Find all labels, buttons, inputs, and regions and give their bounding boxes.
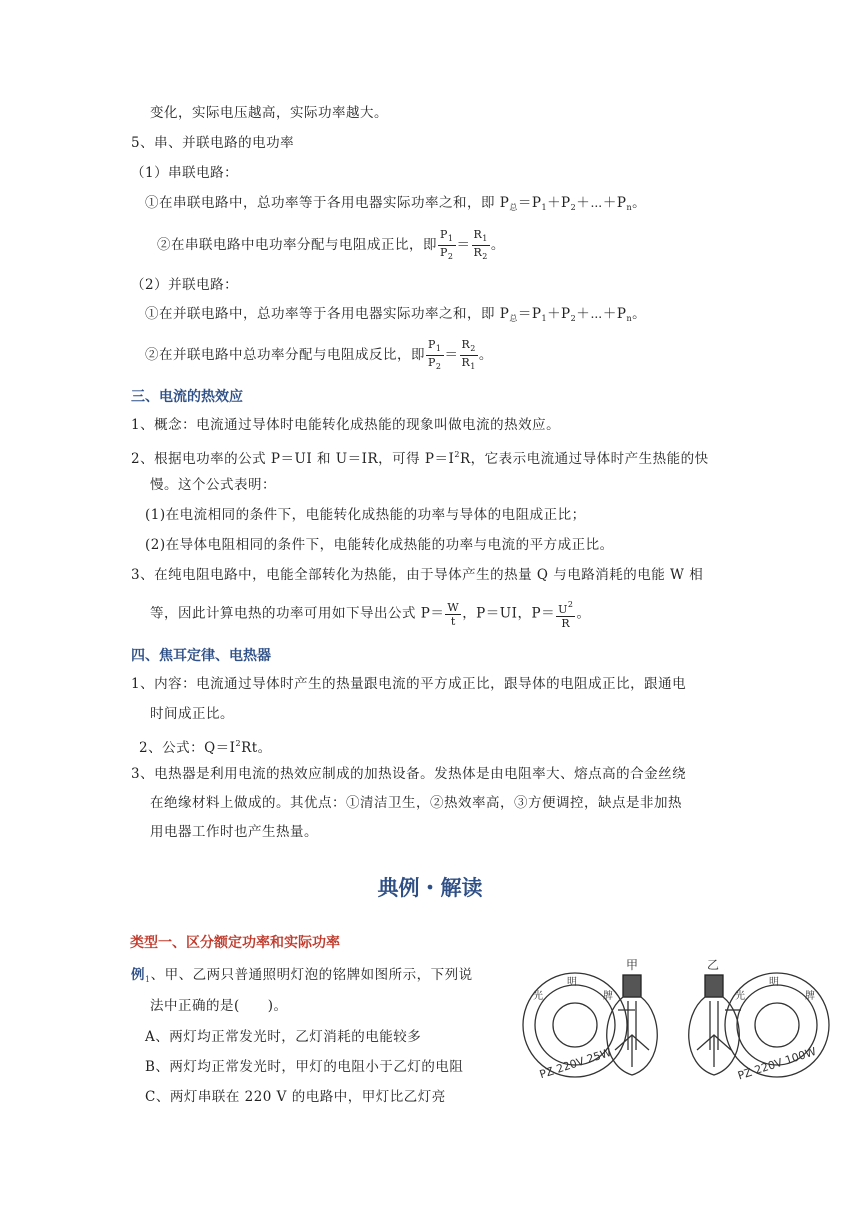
plate-char: 光 [735, 991, 745, 1002]
section-heading: 四、焦耳定律、电热器 [131, 648, 271, 664]
formula-line: ①在并联电路中，总功率等于各用电器实际功率之和，即 $P_总=P_1+P_2+\cdots+P_n$。 [145, 306, 647, 323]
type-heading: 类型一、区分额定功率和实际功率 [130, 935, 340, 951]
fraction: $\frac{P_1}{P_2}$ [440, 228, 454, 261]
text-line: （2）并联电路： [131, 277, 239, 293]
text-line: （1）串联电路： [131, 165, 239, 181]
option-c: C、两灯串联在 220 V 的电路中，甲灯比乙灯亮 [145, 1089, 446, 1105]
fraction: $\frac{W}{t}$ [447, 600, 460, 628]
text-line: 1、概念：电流通过导体时电能转化成热能的现象叫做电流的热效应。 [131, 417, 561, 433]
text-line: 在绝缘材料上做成的。其优点：①清洁卫生，②热效率高，③方便调控，缺点是非加热 [150, 795, 682, 811]
formula-line: ①在串联电路中，总功率等于各用电器实际功率之和，即 $P_总=P_1+P_2+\cdots+P_n$。 [145, 195, 647, 212]
nameplate-yi [725, 973, 829, 1082]
fraction: $\frac{U^2}{R}$ [558, 600, 574, 630]
formula-line: ②在并联电路中总功率分配与电阻成反比，即 $\frac{P_1}{P_2}$ ＝ $\frac{R_2}{R_1}$ 。 [145, 338, 493, 371]
text-line: 2、公式：$Q=I^2Rt$。 [139, 739, 272, 756]
plate-right-rating: PZ 220V 100W [736, 1044, 818, 1083]
label-jia: 甲 [626, 958, 639, 972]
formula-line: 等，因此计算电热的功率可用如下导出公式 P＝ $\frac{W}{t}$ ，P＝UI，P＝ $\frac{U^2}{R}$ 。 [150, 600, 591, 630]
text-line: 3、在纯电阻电路中，电能全部转化为热能，由于导体产生的热量 Q 与电路消耗的电能 W 相 [131, 567, 704, 583]
text-line: 1、内容：电流通过导体时产生的热量跟电流的平方成正比，跟导体的电阻成正比，跟通电 [131, 676, 687, 692]
page-title: 典例・解读 [377, 876, 483, 900]
option-a: A、两灯均正常发光时，乙灯消耗的电能较多 [145, 1029, 422, 1045]
text-line: 变化，实际电压越高，实际功率越大。 [150, 105, 388, 121]
plate-char: 光 [533, 991, 543, 1002]
plate-char: 明 [769, 977, 779, 988]
fraction: $\frac{R_2}{R_1}$ [461, 338, 476, 371]
text-line: (1)在电流相同的条件下，电能转化成热能的功率与导体的电阻成正比； [145, 507, 586, 523]
nameplate-jia [523, 973, 635, 1081]
plate-char: 牌 [603, 991, 613, 1002]
section-heading: 三、电流的热效应 [131, 389, 243, 405]
text-line: 3、电热器是利用电流的热效应制成的加热设备。发热体是由电阻率大、熔点高的合金丝绕 [131, 766, 687, 782]
example-question: 例$_1$、甲、乙两只普通照明灯泡的铭牌如图所示，下列说 [131, 967, 473, 984]
fraction: $\frac{P_1}{P_2}$ [428, 338, 442, 371]
text-line: 慢。这个公式表明： [150, 477, 276, 493]
text-line: (2)在导体电阻相同的条件下，电能转化成热能的功率与电流的平方成正比。 [145, 537, 614, 553]
subsection-title: 5、串、并联电路的电功率 [131, 135, 295, 151]
plate-char: 明 [567, 977, 577, 988]
text-line: 法中正确的是( )。 [150, 998, 288, 1014]
formula-line: ②在串联电路中电功率分配与电阻成正比，即 $\frac{P_1}{P_2}$ ＝ $\frac{R_1}{R_2}$ 。 [157, 228, 505, 261]
plate-left-rating: PZ 220V 25W [537, 1045, 613, 1082]
option-b: B、两灯均正常发光时，甲灯的电阻小于乙灯的电阻 [145, 1059, 464, 1075]
bulb-yi [689, 958, 740, 1075]
fraction: $\frac{R_1}{R_2}$ [473, 228, 488, 261]
text-line: 用电器工作时也产生热量。 [150, 824, 318, 840]
label-yi: 乙 [707, 958, 720, 972]
bulb-nameplate-figure [515, 955, 835, 1090]
text-line: 2、根据电功率的公式 P＝UI 和 U＝IR，可得 $P=I^2R$，它表示电流通过导体时产生热能的快 [131, 450, 709, 467]
plate-char: 牌 [805, 991, 815, 1002]
text-line: 时间成正比。 [150, 706, 234, 722]
